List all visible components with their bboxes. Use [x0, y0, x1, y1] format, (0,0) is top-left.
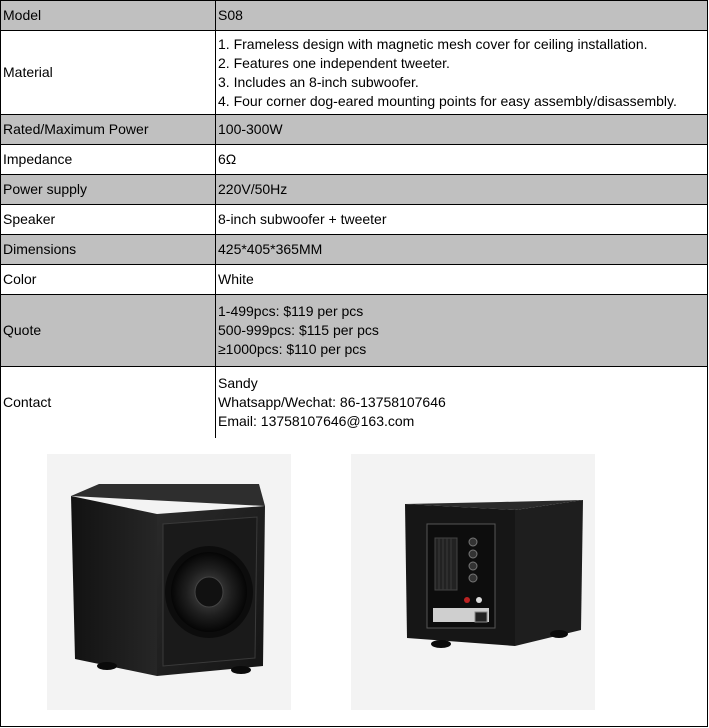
- label-color: Color: [1, 265, 216, 295]
- value-dimensions: [216, 235, 708, 265]
- label-quote: Quote: [1, 295, 216, 367]
- value-line: 1-499pcs: $119 per pcs: [218, 303, 364, 319]
- value-line: ≥1000pcs: $110 per pcs: [218, 341, 367, 357]
- product-photos: [0, 438, 708, 727]
- value-speaker: [216, 205, 708, 235]
- value-line: 6Ω: [218, 151, 237, 167]
- value-line: Sandy: [218, 375, 258, 391]
- value-line: S08: [218, 7, 243, 23]
- label-impedance: Impedance: [1, 145, 216, 175]
- value-line: 500-999pcs: $115 per pcs: [218, 322, 379, 338]
- value-power-supply: [216, 175, 708, 205]
- value-line: White: [218, 271, 254, 287]
- value-color: [216, 265, 708, 295]
- label-speaker: Speaker: [1, 205, 216, 235]
- value-line: 3. Includes an 8-inch subwoofer.: [218, 73, 419, 90]
- row-contact: [1, 367, 708, 439]
- label-power-supply: Power supply: [1, 175, 216, 205]
- label-material: Material: [1, 31, 216, 115]
- value-line: 220V/50Hz: [218, 181, 288, 197]
- label-power: Rated/Maximum Power: [1, 115, 216, 145]
- row-quote: [1, 295, 708, 367]
- label-model: Model: [1, 1, 216, 31]
- value-line: 4. Four corner dog-eared mounting points for easy assembly/disassembly.: [218, 92, 677, 109]
- subwoofer-front-photo: [47, 454, 291, 710]
- value-contact: [216, 367, 708, 439]
- value-quote: [216, 295, 708, 367]
- label-contact: Contact: [1, 367, 216, 439]
- row-color: [1, 265, 708, 295]
- value-impedance: [216, 145, 708, 175]
- value-line: 100-300W: [218, 121, 283, 137]
- row-model: [1, 1, 708, 31]
- value-line: 425*405*365MM: [218, 241, 323, 257]
- row-speaker: [1, 205, 708, 235]
- value-line: 8-inch subwoofer + tweeter: [218, 211, 387, 227]
- subwoofer-back-photo: [351, 454, 595, 710]
- value-power: [216, 115, 708, 145]
- row-power: [1, 115, 708, 145]
- row-material: [1, 31, 708, 115]
- value-line: 2. Features one independent tweeter.: [218, 54, 450, 71]
- row-impedance: [1, 145, 708, 175]
- value-material: [216, 31, 708, 115]
- row-power-supply: [1, 175, 708, 205]
- value-line: 1. Frameless design with magnetic mesh cover for ceiling installation.: [218, 35, 648, 52]
- row-dimensions: [1, 235, 708, 265]
- value-line: Email: 13758107646@163.com: [218, 413, 415, 429]
- label-dimensions: Dimensions: [1, 235, 216, 265]
- value-line: Whatsapp/Wechat: 86-13758107646: [218, 394, 446, 410]
- value-model: [216, 1, 708, 31]
